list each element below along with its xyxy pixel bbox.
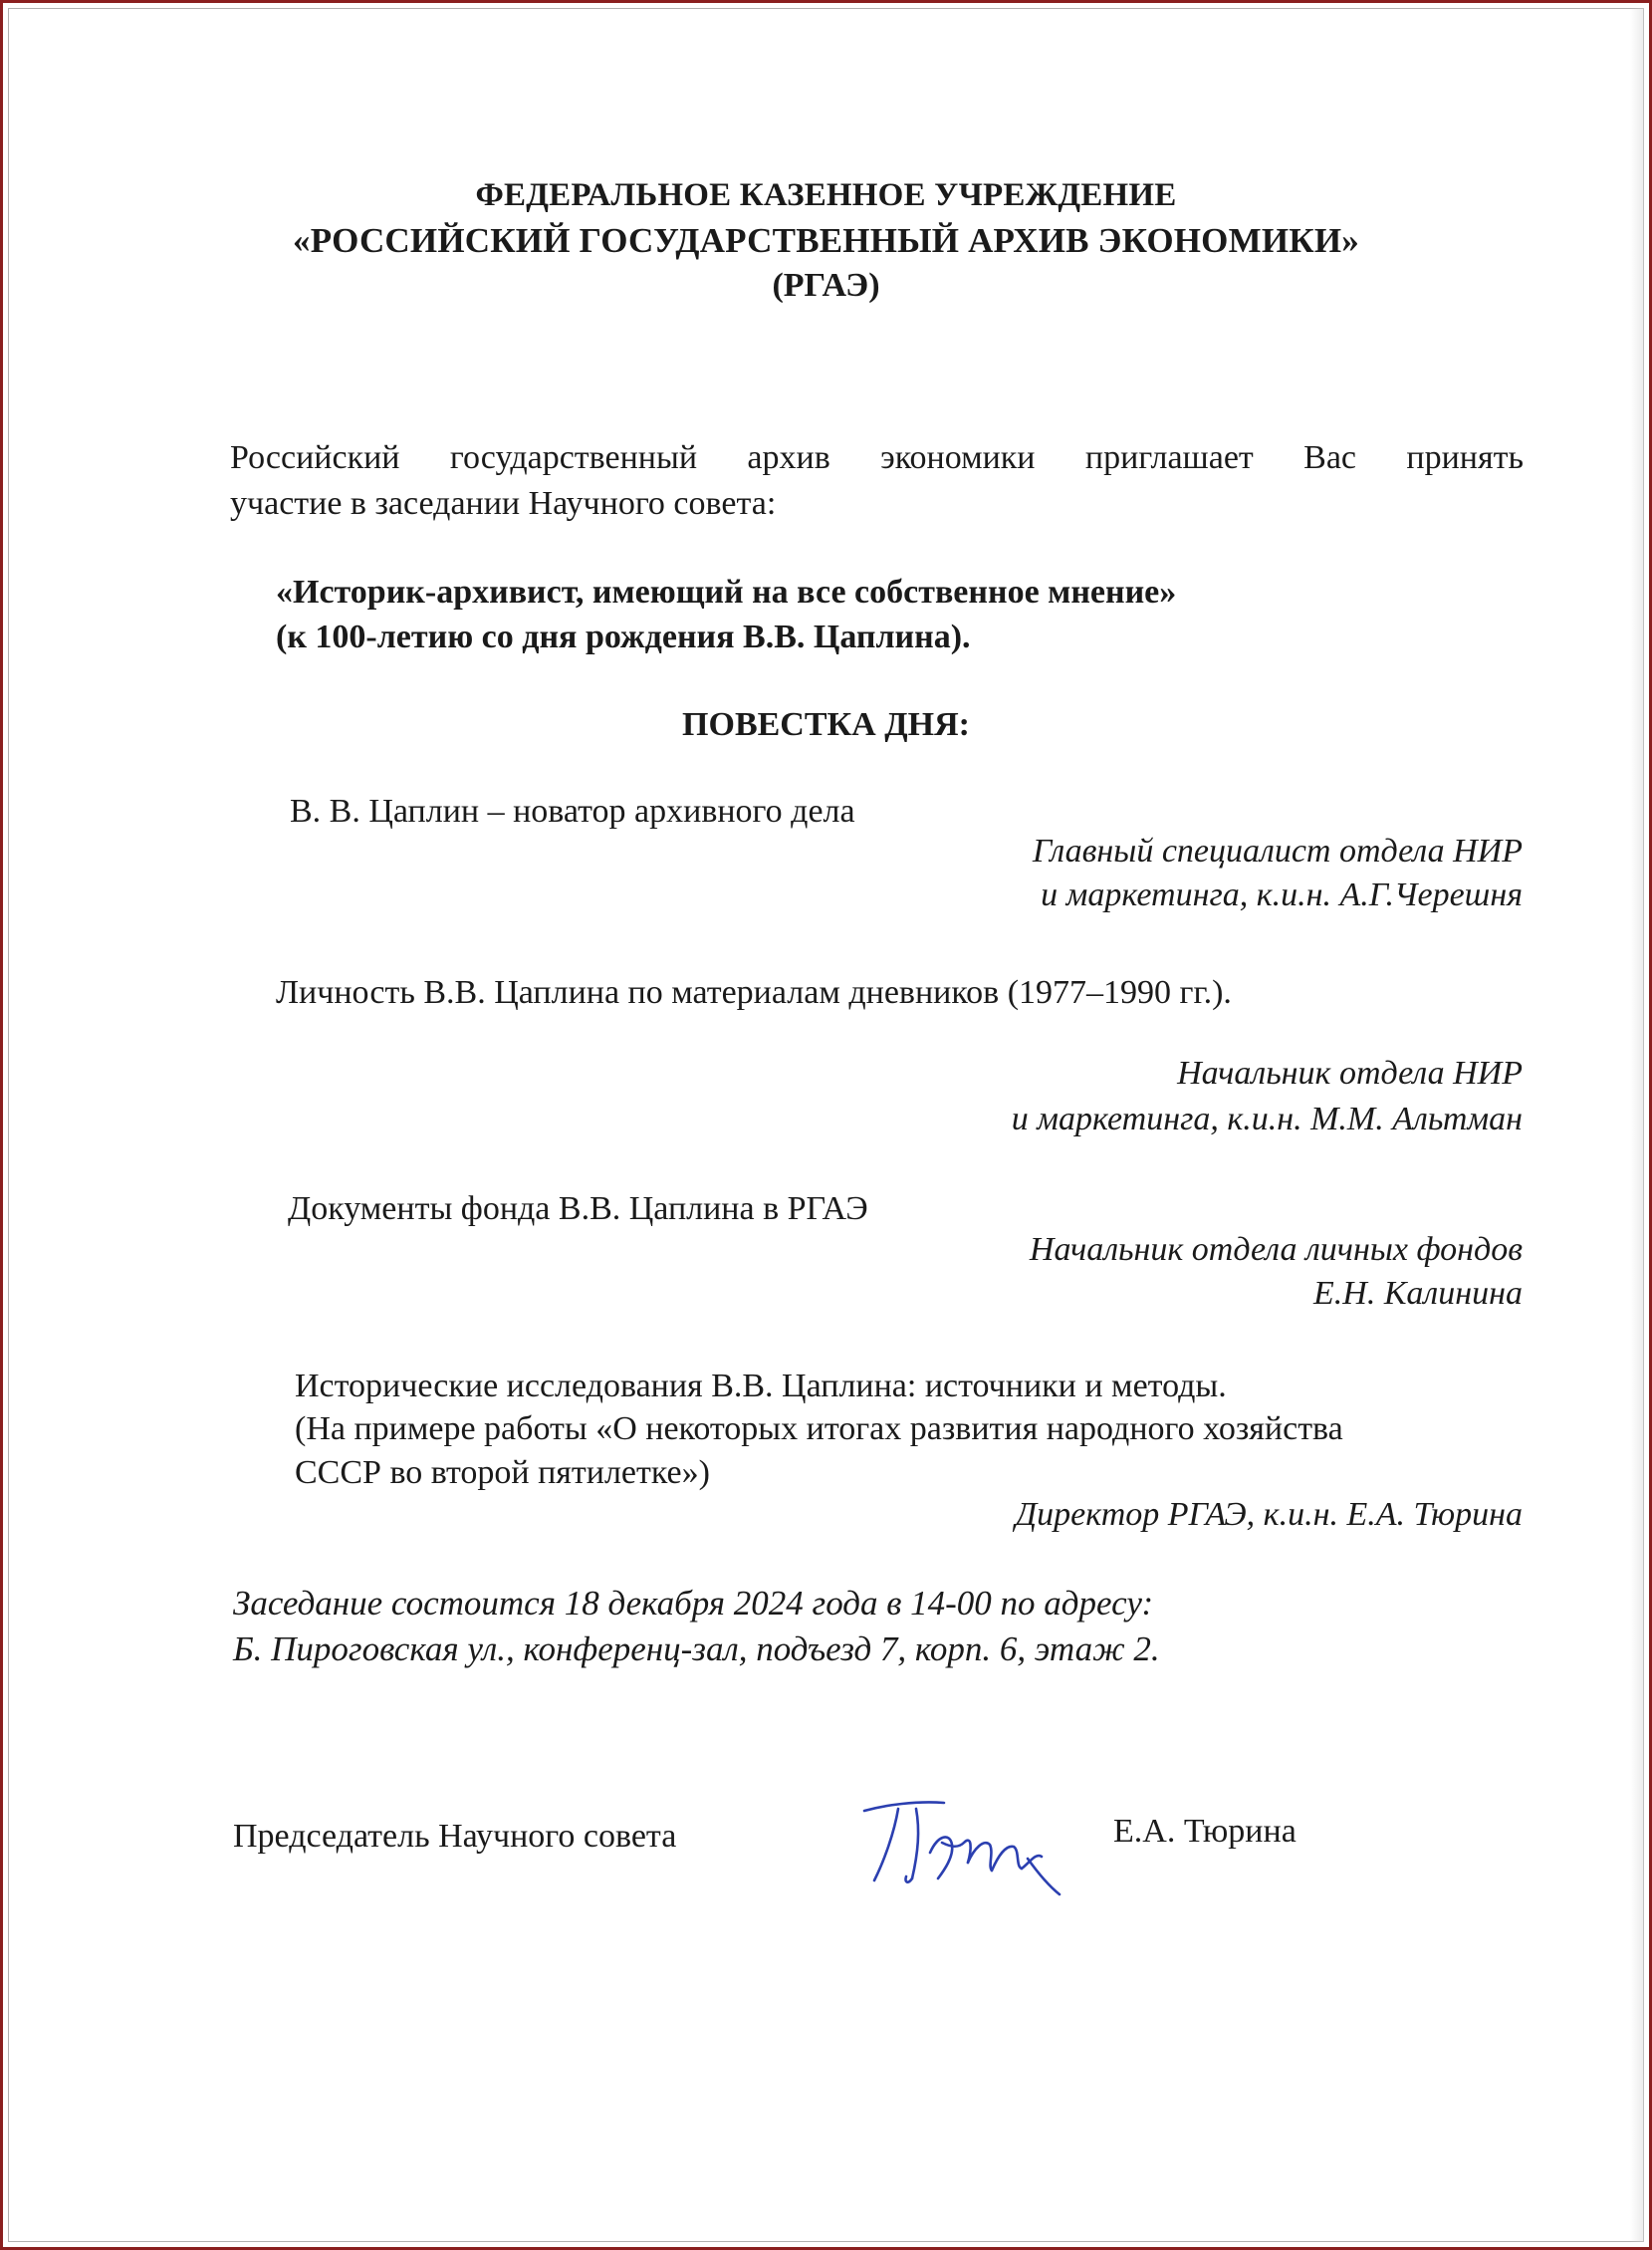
agenda-item-speaker: Начальник отдела НИР: [1177, 1055, 1523, 1092]
meeting-date-time: Заседание состоится 18 декабря 2024 года в 14-00 по адресу:: [233, 1584, 1154, 1623]
agenda-heading: ПОВЕСТКА ДНЯ:: [682, 706, 970, 743]
agenda-item-speaker: и маркетинга, к.и.н. А.Г.Черешня: [1041, 876, 1523, 913]
signatory-name: Е.А. Тюрина: [1113, 1813, 1297, 1850]
agenda-item-speaker: Главный специалист отдела НИР: [1032, 833, 1523, 870]
agenda-item-title: Исторические исследования В.В. Цаплина: источники и методы.: [295, 1368, 1227, 1404]
agenda-item-speaker: и маркетинга, к.и.н. М.М. Альтман: [1011, 1101, 1523, 1137]
agenda-item-title: СССР во второй пятилетке»): [295, 1454, 710, 1491]
header-abbreviation: (РГАЭ): [772, 267, 880, 304]
agenda-item-speaker: Е.Н. Калинина: [1313, 1275, 1523, 1312]
meeting-address: Б. Пироговская ул., конференц-зал, подъезд 7, корп. 6, этаж 2.: [233, 1629, 1160, 1668]
handwritten-signature: [846, 1783, 1075, 1902]
header-institution-type: ФЕДЕРАЛЬНОЕ КАЗЕННОЕ УЧРЕЖДЕНИЕ: [475, 177, 1177, 213]
intro-line-1: Российский государственный архив экономики приглашает Вас принять: [230, 439, 1524, 476]
header-institution-name: «РОССИЙСКИЙ ГОСУДАРСТВЕННЫЙ АРХИВ ЭКОНОМИКИ»: [293, 221, 1359, 260]
agenda-item-title: Личность В.В. Цаплина по материалам дневников (1977–1990 гг.).: [276, 974, 1232, 1011]
meeting-topic-subtitle: (к 100-летию со дня рождения В.В. Цаплина).: [276, 619, 971, 655]
agenda-item-title: Документы фонда В.В. Цаплина в РГАЭ: [288, 1190, 868, 1227]
agenda-item-title: В. В. Цаплин – новатор архивного дела: [290, 793, 855, 830]
meeting-topic-title: «Историк-архивист, имеющий на все собственное мнение»: [276, 574, 1177, 611]
signatory-role: Председатель Научного совета: [233, 1818, 677, 1855]
scan-edge-shadow: [1630, 8, 1644, 2242]
agenda-item-speaker: Начальник отдела личных фондов: [1029, 1231, 1523, 1268]
agenda-item-speaker: Директор РГАЭ, к.и.н. Е.А. Тюрина: [1015, 1496, 1523, 1533]
agenda-item-title: (На примере работы «О некоторых итогах развития народного хозяйства: [295, 1410, 1343, 1447]
intro-line-2: участие в заседании Научного совета:: [230, 485, 777, 522]
